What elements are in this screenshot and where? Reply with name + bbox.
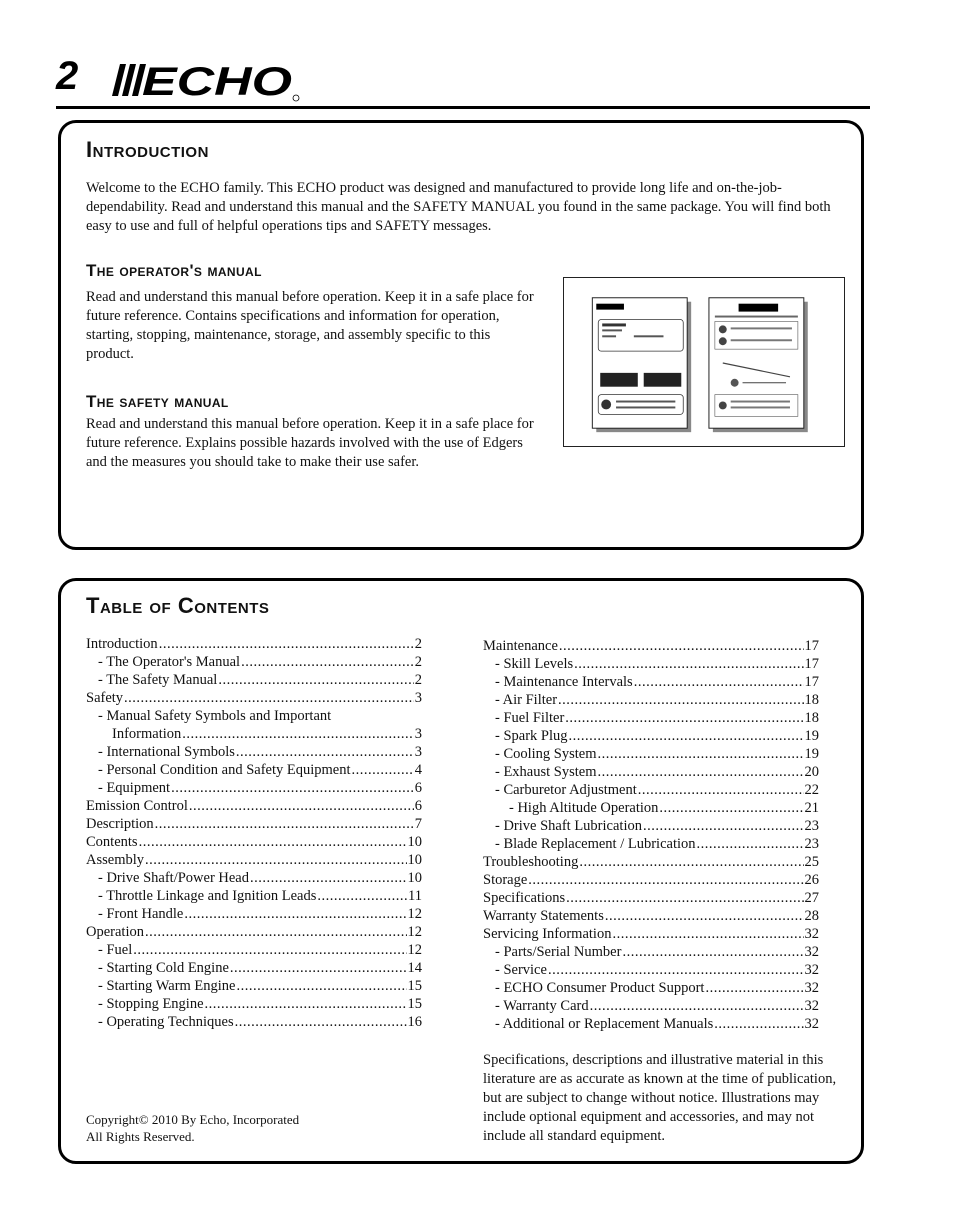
toc-entry[interactable] (86, 761, 422, 779)
toc-leader-dots (352, 761, 414, 780)
toc-entry-page: 3 (414, 744, 422, 760)
toc-entry-label: - The Operator's Manual (98, 654, 241, 670)
table-of-contents-panel (58, 578, 864, 1164)
toc-entry-page: 32 (804, 1016, 819, 1032)
toc-leader-dots (230, 959, 407, 978)
toc-leader-dots (182, 725, 413, 744)
toc-entry-label: - Maintenance Intervals (495, 674, 633, 690)
toc-leader-dots (697, 835, 804, 854)
toc-leader-dots (133, 941, 406, 960)
introduction-title: Introduction (86, 137, 209, 162)
toc-entry[interactable] (86, 833, 422, 851)
toc-entry[interactable] (86, 959, 422, 977)
toc-left-column (86, 635, 422, 1031)
safety-manual-title: The safety manual (86, 392, 229, 411)
toc-leader-dots (171, 779, 414, 798)
toc-entry[interactable] (483, 745, 819, 763)
toc-entry-page: 17 (804, 638, 819, 654)
toc-entry-label: - Exhaust System (495, 764, 597, 780)
toc-entry-page: 23 (804, 818, 819, 834)
toc-entry-label: Information (112, 726, 182, 742)
toc-entry-label: - Cooling System (495, 746, 597, 762)
toc-entry-label: - Service (495, 962, 547, 978)
table-of-contents-title: Table of Contents (86, 593, 270, 618)
toc-leader-dots (548, 961, 804, 980)
toc-entry[interactable] (483, 727, 819, 745)
toc-entry[interactable] (483, 655, 819, 673)
safety-manual-text: Read and understand this manual before operation. Keep it in a safe place for future reference. Explains possible hazards involved with the use of Edgers and the measures you should take to make their use safer. (86, 416, 534, 470)
toc-leader-dots (579, 853, 803, 872)
toc-entry-page: 19 (804, 746, 819, 762)
toc-entry-label: - Starting Warm Engine (98, 978, 236, 994)
copyright-notice (86, 1111, 299, 1145)
toc-entry-page: 3 (414, 690, 422, 706)
toc-entry[interactable] (483, 853, 819, 871)
toc-entry-label: - Carburetor Adjustment (495, 782, 637, 798)
toc-leader-dots (559, 637, 804, 656)
rights-line: All Rights Reserved. (86, 1129, 195, 1144)
toc-entry-page: 3 (414, 726, 422, 742)
toc-entry-label: Specifications (483, 890, 566, 906)
toc-leader-dots (528, 871, 803, 890)
toc-leader-dots (241, 653, 414, 672)
toc-entry-page: 26 (804, 872, 819, 888)
toc-entry-page: 32 (804, 944, 819, 960)
toc-leader-dots (218, 671, 413, 690)
toc-entry-page: 11 (408, 888, 422, 904)
toc-entry-label: Assembly (86, 852, 144, 868)
toc-entry-label: - Fuel (98, 942, 133, 958)
toc-entry-label: - Equipment (98, 780, 171, 796)
toc-entry[interactable] (86, 743, 422, 761)
operators-manual-booklet-icon (592, 298, 691, 432)
toc-leader-dots (659, 799, 803, 818)
toc-entry[interactable] (483, 961, 819, 979)
toc-entry-page: 2 (414, 672, 422, 688)
toc-entry-label: - Stopping Engine (98, 996, 204, 1012)
toc-entry-page: 19 (804, 728, 819, 744)
toc-entry-page: 12 (407, 906, 422, 922)
toc-leader-dots (605, 907, 804, 926)
toc-entry[interactable] (483, 709, 819, 727)
toc-leader-dots (558, 691, 803, 710)
toc-leader-dots (590, 997, 804, 1016)
toc-entry-label: - Throttle Linkage and Ignition Leads (98, 888, 317, 904)
toc-entry-label: Description (86, 816, 154, 832)
toc-entry[interactable] (86, 707, 422, 725)
toc-entry-label: - Drive Shaft Lubrication (495, 818, 642, 834)
toc-entry[interactable] (483, 997, 819, 1015)
toc-entry[interactable] (86, 1013, 422, 1031)
toc-entry-label: - Fuel Filter (495, 710, 565, 726)
toc-leader-dots (643, 817, 804, 836)
toc-entry[interactable] (483, 871, 819, 889)
toc-entry[interactable] (86, 725, 422, 743)
toc-entry-page: 32 (804, 980, 819, 996)
toc-leader-dots (236, 743, 414, 762)
toc-entry-page: 10 (407, 870, 422, 886)
toc-leader-dots (205, 995, 407, 1014)
toc-entry-label: Storage (483, 872, 528, 888)
toc-leader-dots (612, 925, 803, 944)
toc-entry[interactable] (86, 815, 422, 833)
toc-entry-label: - Air Filter (495, 692, 558, 708)
toc-leader-dots (566, 889, 803, 908)
toc-entry[interactable] (86, 923, 422, 941)
toc-entry-label: Introduction (86, 636, 158, 652)
toc-leader-dots (145, 851, 407, 870)
toc-entry[interactable] (86, 869, 422, 887)
specifications-disclaimer: Specifications, descriptions and illustrative material in this literature are as accurate as known at the time of publication, but are subject to change without notice. Illustrations may include optional equipment and accessories, and may not include all standard equipment. (483, 1052, 837, 1144)
toc-entry-label: - Spark Plug (495, 728, 568, 744)
toc-leader-dots (705, 979, 803, 998)
toc-entry-page: 32 (804, 998, 819, 1014)
toc-entry-label: - Personal Condition and Safety Equipment (98, 762, 351, 778)
toc-entry[interactable] (483, 637, 819, 655)
toc-leader-dots (184, 905, 406, 924)
toc-entry-page: 6 (414, 780, 422, 796)
toc-entry-label: Safety (86, 690, 124, 706)
toc-entry[interactable] (86, 995, 422, 1013)
toc-entry-label: - Skill Levels (495, 656, 574, 672)
toc-leader-dots (159, 635, 414, 654)
toc-leader-dots (569, 727, 804, 746)
toc-entry-page: 4 (414, 762, 422, 778)
toc-entry-label: - ECHO Consumer Product Support (495, 980, 705, 996)
manuals-illustration (563, 277, 845, 447)
toc-entry[interactable] (483, 907, 819, 925)
toc-entry-label: Emission Control (86, 798, 188, 814)
toc-entry[interactable] (483, 943, 819, 961)
toc-entry-page: 7 (414, 816, 422, 832)
toc-entry-page: 17 (804, 674, 819, 690)
toc-entry-page: 22 (804, 782, 819, 798)
toc-entry-page: 15 (407, 978, 422, 994)
toc-entry[interactable] (483, 781, 819, 799)
toc-leader-dots (622, 943, 803, 962)
toc-entry-page: 6 (414, 798, 422, 814)
toc-leader-dots (598, 763, 804, 782)
toc-entry[interactable] (86, 887, 422, 905)
toc-entry[interactable] (86, 689, 422, 707)
toc-entry-page: 27 (804, 890, 819, 906)
toc-leader-dots (574, 655, 803, 674)
toc-entry[interactable] (483, 799, 819, 817)
toc-entry-label: - Warranty Card (495, 998, 589, 1014)
toc-entry-page: 12 (407, 942, 422, 958)
toc-entry-label: Maintenance (483, 638, 558, 654)
toc-entry-page: 12 (407, 924, 422, 940)
toc-leader-dots (237, 977, 407, 996)
toc-entry-label: - Parts/Serial Number (495, 944, 622, 960)
toc-right-column (483, 637, 819, 1033)
toc-leader-dots (565, 709, 803, 728)
toc-entry-page: 18 (804, 710, 819, 726)
toc-entry-label: Warranty Statements (483, 908, 604, 924)
toc-entry-page: 16 (407, 1014, 422, 1030)
toc-leader-dots (714, 1015, 803, 1034)
toc-entry-page: 20 (804, 764, 819, 780)
toc-entry-page: 32 (804, 926, 819, 942)
toc-entry-label: - Drive Shaft/Power Head (98, 870, 249, 886)
toc-entry-label: - Additional or Replacement Manuals (495, 1016, 714, 1032)
toc-entry[interactable] (483, 763, 819, 781)
toc-leader-dots (317, 887, 407, 906)
toc-entry[interactable] (86, 941, 422, 959)
toc-entry-page: 14 (407, 960, 422, 976)
toc-entry-label: - Manual Safety Symbols and Important (98, 708, 332, 724)
toc-entry[interactable] (483, 979, 819, 997)
toc-entry-page: 23 (804, 836, 819, 852)
toc-entry-label: - Operating Techniques (98, 1014, 234, 1030)
toc-entry-page: 15 (407, 996, 422, 1012)
echo-logo (112, 58, 302, 102)
page-number: 2 (56, 54, 79, 98)
toc-entry[interactable] (483, 925, 819, 943)
toc-entry[interactable] (86, 779, 422, 797)
toc-leader-dots (189, 797, 414, 816)
toc-leader-dots (139, 833, 407, 852)
toc-entry-page: 32 (804, 962, 819, 978)
toc-leader-dots (250, 869, 407, 888)
toc-entry[interactable] (86, 635, 422, 653)
toc-entry[interactable] (483, 835, 819, 853)
copyright-line: Copyright© 2010 By Echo, Incorporated (86, 1112, 300, 1127)
toc-leader-dots (634, 673, 804, 692)
toc-entry-page: 2 (414, 654, 422, 670)
toc-entry-page: 17 (804, 656, 819, 672)
toc-leader-dots (235, 1013, 407, 1032)
introduction-paragraph: Welcome to the ECHO family. This ECHO product was designed and manufactured to provide long life and on-the-job-dependability. Read and understand this manual and the SAFETY MANUAL you found in the same package. You will find both easy to use and full of helpful operations tips and SAFETY messages. (86, 180, 831, 234)
toc-entry[interactable] (483, 691, 819, 709)
toc-leader-dots (638, 781, 804, 800)
introduction-panel (58, 120, 864, 550)
toc-entry[interactable] (483, 1015, 819, 1033)
toc-entry[interactable] (86, 671, 422, 689)
operators-manual-text: Read and understand this manual before operation. Keep it in a safe place for future reference. Contains specifications and information for operation, starting, stopping, maintenance, storage, and assembly specific to this product. (86, 289, 534, 362)
safety-manual-booklet-icon (709, 298, 808, 432)
toc-entry[interactable] (86, 797, 422, 815)
toc-entry-page: 18 (804, 692, 819, 708)
toc-leader-dots (145, 923, 407, 942)
toc-entry[interactable] (86, 851, 422, 869)
toc-entry-label: - Front Handle (98, 906, 184, 922)
toc-entry-page: 10 (407, 852, 422, 868)
toc-leader-dots (155, 815, 414, 834)
toc-entry-label: Troubleshooting (483, 854, 579, 870)
logo-wordmark: ECHO (142, 60, 292, 102)
toc-entry-label: - Blade Replacement / Lubrication (495, 836, 696, 852)
toc-entry[interactable] (86, 905, 422, 923)
toc-entry-page: 10 (407, 834, 422, 850)
toc-entry-page: 25 (804, 854, 819, 870)
toc-entry-label: - Starting Cold Engine (98, 960, 229, 976)
header-rule (56, 106, 870, 109)
toc-entry-page: 2 (414, 636, 422, 652)
toc-leader-dots (598, 745, 804, 764)
toc-entry[interactable] (483, 673, 819, 691)
toc-entry[interactable] (86, 653, 422, 671)
toc-entry-label: Servicing Information (483, 926, 612, 942)
toc-entry[interactable] (86, 977, 422, 995)
toc-entry-page: 28 (804, 908, 819, 924)
operators-manual-title: The operator's manual (86, 261, 262, 280)
toc-entry-label: - High Altitude Operation (509, 800, 659, 816)
toc-entry-label: Contents (86, 834, 138, 850)
toc-entry-page: 21 (804, 800, 819, 816)
toc-entry-label: - International Symbols (98, 744, 235, 760)
toc-entry[interactable] (483, 817, 819, 835)
toc-entry-label: Operation (86, 924, 144, 940)
toc-leader-dots (124, 689, 414, 708)
toc-entry[interactable] (483, 889, 819, 907)
toc-entry-label: - The Safety Manual (98, 672, 218, 688)
